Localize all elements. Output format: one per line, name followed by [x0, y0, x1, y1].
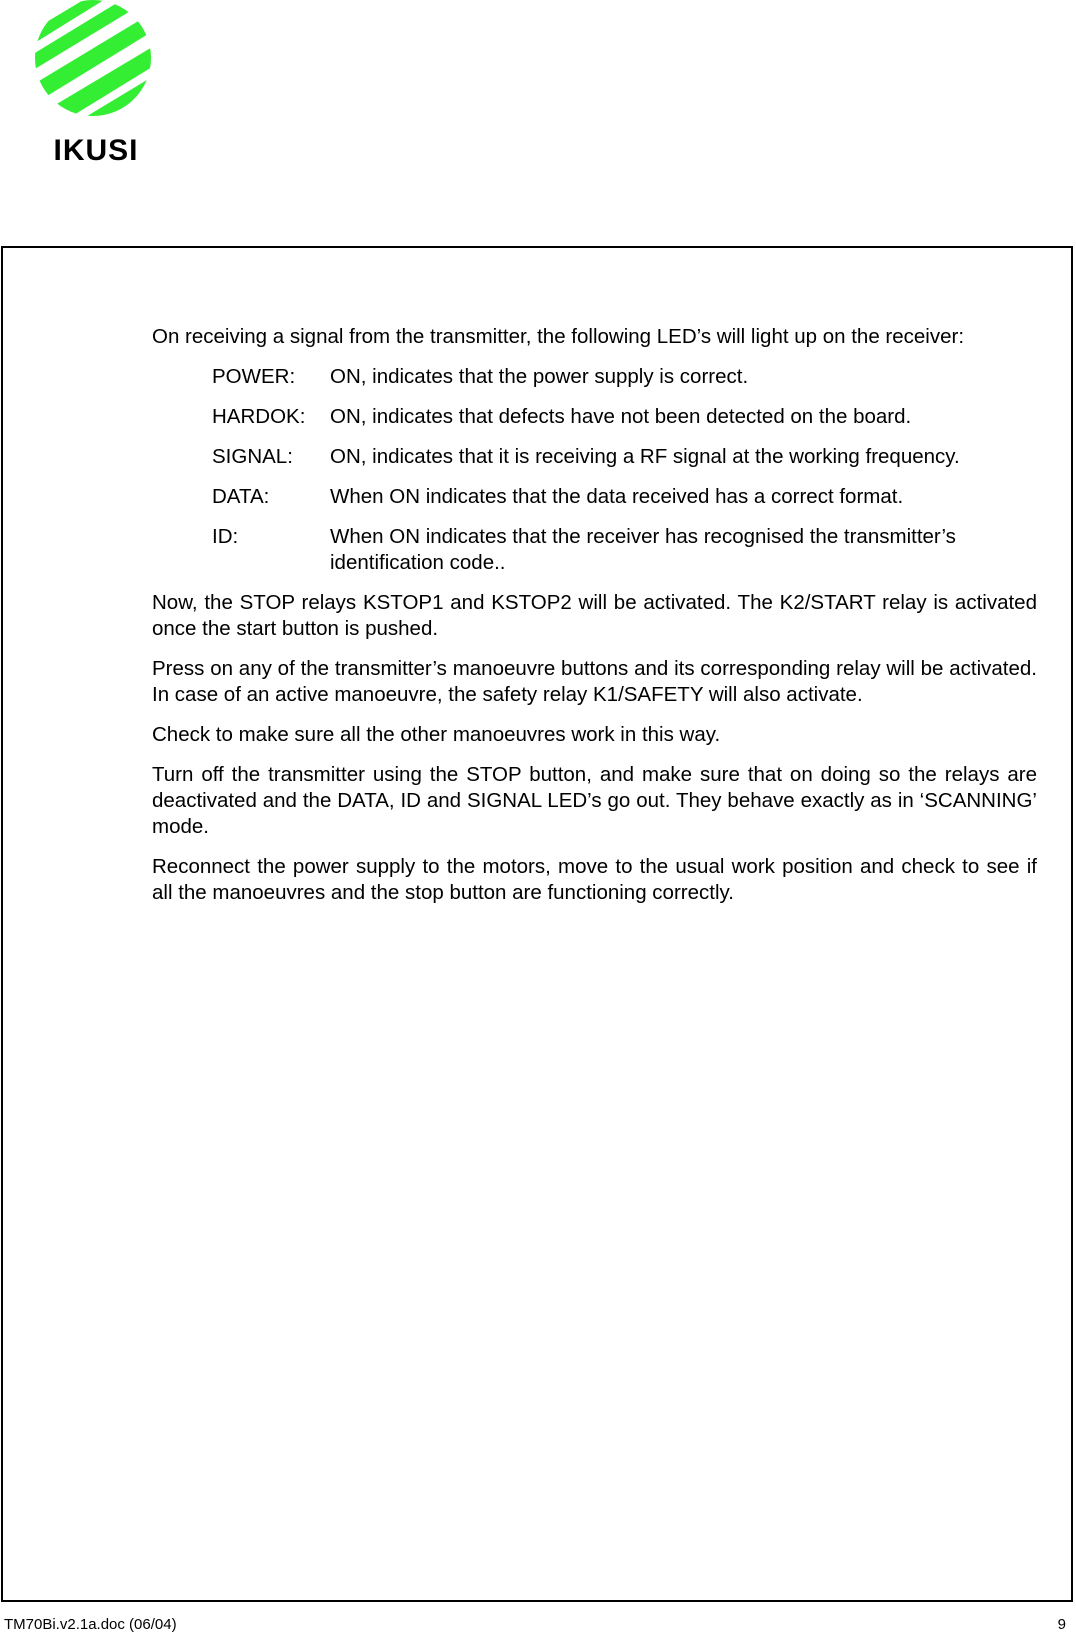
led-item-id — [212, 524, 1037, 576]
led-label: DATA: — [212, 485, 270, 508]
led-description: ON, indicates that it is receiving a RF signal at the working frequency. — [330, 445, 960, 468]
led-item-hardok — [212, 404, 1037, 430]
led-item-signal — [212, 444, 1037, 470]
ikusi-logo-mark — [30, 0, 160, 175]
led-description: ON, indicates that defects have not been detected on the board. — [330, 405, 912, 428]
led-description: When ON indicates that the receiver has recognised the transmitter’s identification code.. — [330, 525, 956, 574]
ikusi-wordmark — [53, 134, 138, 167]
paragraph-reconnect: Reconnect the power supply to the motors, move to the usual work position and check to see if all the manoeuvres and the stop button are functioning correctly. — [152, 855, 1037, 904]
led-item-data — [212, 484, 1037, 510]
paragraph-turn-off: Turn off the transmitter using the STOP button, and make sure that on doing so the relays are deactivated and the DATA, ID and SIGNAL LED’s go out. They behave exactly as in ‘SCANNING’ mode. — [152, 763, 1037, 838]
ikusi-logo — [30, 0, 160, 175]
led-label: POWER: — [212, 365, 296, 388]
led-label: SIGNAL: — [212, 445, 293, 468]
led-description: When ON indicates that the data received has a correct format. — [330, 485, 904, 508]
paragraph-manoeuvre-buttons: Press on any of the transmitter’s manoeuvre buttons and its corresponding relay will be activated. In case of an active manoeuvre, the safety relay K1/SAFETY will also activate. — [152, 657, 1037, 706]
footer-page-number: 9 — [1057, 1616, 1066, 1633]
paragraph-check-manoeuvres: Check to make sure all the other manoeuvres work in this way. — [152, 723, 721, 746]
svg-text:IKUSI: IKUSI — [53, 134, 139, 167]
led-label: ID: — [212, 525, 239, 548]
led-label: HARDOK: — [212, 405, 306, 428]
led-item-power — [212, 364, 1037, 390]
footer-document-reference: TM70Bi.v2.1a.doc (06/04) — [4, 1616, 177, 1633]
intro-paragraph: On receiving a signal from the transmitter, the following LED’s will light up on the receiver: — [152, 325, 965, 348]
document-body — [152, 324, 1037, 920]
paragraph-stop-relays: Now, the STOP relays KSTOP1 and KSTOP2 will be activated. The K2/START relay is activated once the start button is pushed. — [152, 591, 1037, 640]
led-description: ON, indicates that the power supply is correct. — [330, 365, 749, 388]
